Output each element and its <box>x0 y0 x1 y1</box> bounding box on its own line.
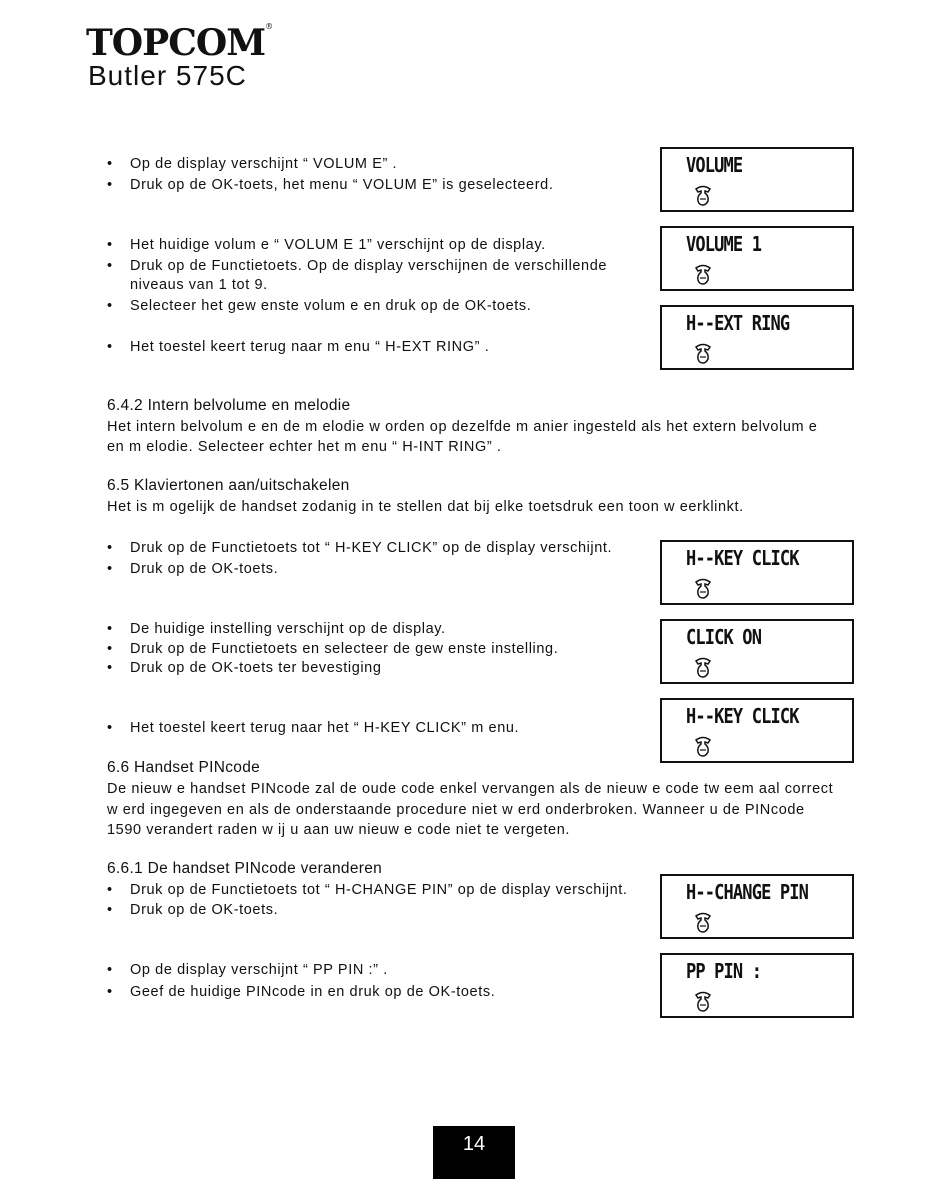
model-name: Butler 575C <box>88 60 247 91</box>
lcd-text: PP PIN : <box>686 959 762 983</box>
paragraph-line: en m elodie. Selecteer echter het m enu “ H-INT RING” . <box>107 439 502 455</box>
bullet-marker: • <box>107 962 113 978</box>
lcd-text: CLICK ON <box>686 625 762 649</box>
lcd-text: VOLUME 1 <box>686 232 762 256</box>
bullet-marker: • <box>107 720 113 736</box>
handset-icon <box>692 989 714 1013</box>
subsection-heading: 6.6.1 De handset PINcode veranderen <box>107 860 383 877</box>
section-heading: 6.5 Klaviertonen aan/uitschakelen <box>107 477 350 494</box>
handset-icon <box>692 576 714 600</box>
lcd-text: H--KEY CLICK <box>686 704 799 728</box>
lcd-display <box>660 874 854 939</box>
lcd-display <box>660 953 854 1018</box>
bullet-text: Op de display verschijnt “ PP PIN :” . <box>130 962 388 978</box>
bullet-marker: • <box>107 621 113 637</box>
handset-icon <box>692 734 714 758</box>
handset-icon <box>692 655 714 679</box>
paragraph-line: 1590 verandert raden w ij u aan uw nieuw e code niet te vergeten. <box>107 822 570 838</box>
handset-icon <box>692 341 714 365</box>
bullet-marker: • <box>107 156 113 172</box>
paragraph-line: De nieuw e handset PINcode zal de oude code enkel vervangen als de nieuw e code tw eem aal correct <box>107 781 834 797</box>
lcd-display <box>660 619 854 684</box>
bullet-text: Druk op de Functietoets tot “ H-CHANGE PIN” op de display verschijnt. <box>130 882 628 898</box>
bullet-text: Druk op de Functietoets. Op de display verschijnen de verschillende <box>130 258 608 274</box>
handset-icon <box>692 183 714 207</box>
bullet-text: Het toestel keert terug naar het “ H-KEY CLICK” m enu. <box>130 720 520 736</box>
bullet-text: Op de display verschijnt “ VOLUM E” . <box>130 156 398 172</box>
brand-logo: TOPCOM® <box>86 22 273 64</box>
bullet-text: Het huidige volum e “ VOLUM E 1” verschijnt op de display. <box>130 237 546 253</box>
lcd-display <box>660 305 854 370</box>
bullet-text: Druk op de OK-toets, het menu “ VOLUM E” is geselecteerd. <box>130 177 554 193</box>
bullet-text: Geef de huidige PINcode in en druk op de OK-toets. <box>130 984 496 1000</box>
section-heading: 6.6 Handset PINcode <box>107 759 261 776</box>
bullet-marker: • <box>107 298 113 314</box>
lcd-text: VOLUME <box>686 153 743 177</box>
bullet-marker: • <box>107 540 113 556</box>
bullet-text: Selecteer het gew enste volum e en druk op de OK-toets. <box>130 298 532 314</box>
bullet-marker: • <box>107 641 113 657</box>
bullet-text: Het toestel keert terug naar m enu “ H-EXT RING” . <box>130 339 490 355</box>
bullet-text: Druk op de OK-toets ter bevestiging <box>130 660 382 676</box>
paragraph-line: Het is m ogelijk de handset zodanig in te stellen dat bij elke toetsdruk een toon w eerklinkt. <box>107 499 744 515</box>
bullet-marker: • <box>107 339 113 355</box>
bullet-text-continued: niveaus van 1 tot 9. <box>130 277 268 293</box>
bullet-text: Druk op de Functietoets en selecteer de gew enste instelling. <box>130 641 559 657</box>
lcd-text: H--KEY CLICK <box>686 546 799 570</box>
bullet-marker: • <box>107 258 113 274</box>
handset-icon <box>692 910 714 934</box>
lcd-display <box>660 226 854 291</box>
bullet-marker: • <box>107 984 113 1000</box>
bullet-marker: • <box>107 902 113 918</box>
bullet-text: Druk op de OK-toets. <box>130 902 279 918</box>
handset-icon <box>692 262 714 286</box>
paragraph-line: Het intern belvolum e en de m elodie w orden op dezelfde m anier ingesteld als het extern belvolum e <box>107 419 818 435</box>
paragraph-line: w erd ingegeven en als de onderstaande procedure niet w erd onderbroken. Wanneer u de PINcode <box>107 802 805 818</box>
section-heading: 6.4.2 Intern belvolume en melodie <box>107 397 351 414</box>
lcd-text: H--EXT RING <box>686 311 790 335</box>
lcd-display <box>660 540 854 605</box>
bullet-marker: • <box>107 237 113 253</box>
bullet-text: Druk op de Functietoets tot “ H-KEY CLICK” op de display verschijnt. <box>130 540 613 556</box>
bullet-text: De huidige instelling verschijnt op de display. <box>130 621 446 637</box>
page-number: 14 <box>433 1126 515 1179</box>
lcd-display <box>660 147 854 212</box>
bullet-marker: • <box>107 177 113 193</box>
bullet-marker: • <box>107 660 113 676</box>
lcd-text: H--CHANGE PIN <box>686 880 809 904</box>
bullet-marker: • <box>107 561 113 577</box>
bullet-text: Druk op de OK-toets. <box>130 561 279 577</box>
lcd-display <box>660 698 854 763</box>
bullet-marker: • <box>107 882 113 898</box>
